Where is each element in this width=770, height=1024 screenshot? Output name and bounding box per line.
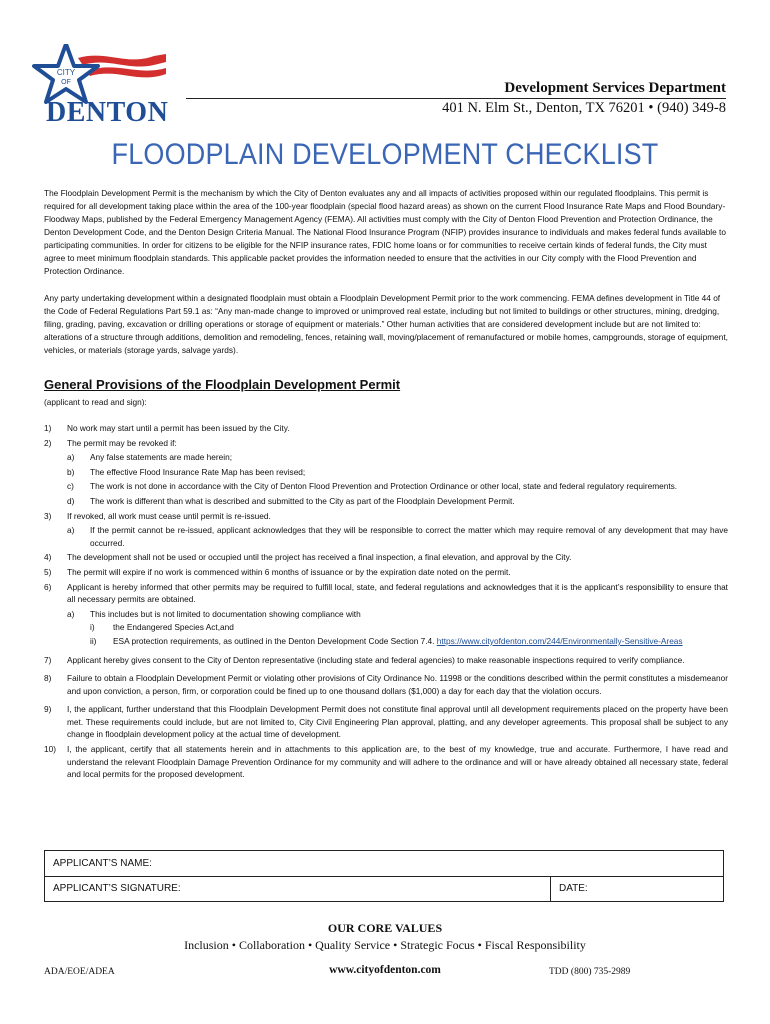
list-subitem: a) If the permit cannot be re-issued, applicant acknowledges that they will be responsible to correct the matter which may require removal of any development that may have occurred. [67, 525, 728, 548]
department-address: 401 N. Elm St., Denton, TX 76201 • (940) 349-8 [442, 100, 726, 116]
item-number: 2) [44, 437, 52, 448]
item-number: 1) [44, 423, 52, 433]
logo-city-text: CITY [56, 68, 76, 77]
applicant-name-field[interactable] [45, 851, 723, 877]
list-item [44, 422, 728, 435]
date-field[interactable] [550, 876, 724, 901]
item-text: The permit may be revoked if: [67, 437, 177, 448]
list-subitem: a) This includes but is not limited to documentation showing compliance with i) the Endangered Species Act,and ii) ESA protection requirements, as outlined in the Denton Development Code Section 7.4. https://www.cityofdenton.com/244/Environmentally-Sensitive-Areas [67, 608, 728, 648]
list-item: 9) I, the applicant, further understand that this Floodplain Development Permit does not constitute final approval until all development requirements placed on the property have been met. These requirements could include, but are not limited to, City Civil Engineering Plan approval, platting, and any developer agreements. This proposal shall be subject to any change in floodplain development policy at the actual time of development. [44, 704, 728, 740]
list-subitem: c) The work is not done in accordance with the City of Denton Flood Prevention and Protection Ordinance or other local, state and federal regulatory requirements. [67, 481, 678, 492]
list-item: 4) The development shall not be used or occupied until the project has received a final inspection, a final elevation, and approval by the City. [44, 552, 572, 563]
list-item: 6) Applicant is hereby informed that other permits may be required to fulfill local, state, and federal regulations and acknowledges that it is the applicant’s responsibility to ensure that all necessary permits are obtained. a) This includes but is not limited to documentation showing compliance with i) the Endangered Species Act,and ii) ESA protection requirements, as outlined in the Denton Development Code Section 7.4. https://www.cityofdenton.com/244/Environmentally-Sensitive-Areas [44, 581, 728, 646]
core-values-list: Inclusion • Collaboration • Quality Service • Strategic Focus • Fiscal Responsibility [184, 938, 586, 952]
date-label: DATE: [559, 883, 588, 894]
list-item: 5) The permit will expire if no work is commenced within 6 months of issuance or by the expiration date noted on the permit. [44, 566, 511, 577]
list-subitem: b) The effective Flood Insurance Rate Map has been revised; [67, 466, 306, 477]
list-item: 8) Failure to obtain a Floodplain Development Permit or violating other provisions of City Ordinance No. 11998 or the conditions described within the permit constitutes a misdemeanor and upon conviction, a person, firm, or corporation could be fined up to one thousand dollars ($1,000) a day for each day that the violation occurs. [44, 673, 728, 696]
list-item: 3) If revoked, all work must cease until permit is re-issued. a) If the permit cannot be re-issued, applicant acknowledges that they will be responsible to correct the matter which may require removal of any development that may have occurred. [44, 510, 728, 548]
core-values-title: OUR CORE VALUES [327, 921, 443, 935]
footer-website-link[interactable]: www.cityofdenton.com [329, 964, 441, 976]
environmentally-sensitive-areas-link[interactable]: https://www.cityofdenton.com/244/Environmentally-Sensitive-Areas [436, 635, 683, 646]
list-subsubitem: ii) ESA protection requirements, as outlined in the Denton Development Code Section 7.4. https://www.cityofdenton.com/244/Environmentally-Sensitive-Areas [90, 635, 683, 646]
page-title: FLOODPLAIN DEVELOPMENT CHECKLIST [111, 138, 659, 171]
footer-tdd: TDD (800) 735-2989 [549, 967, 631, 977]
applicant-name-label: APPLICANT’S NAME: [53, 858, 152, 869]
section-title: General Provisions of the Floodplain Development Permit [44, 377, 401, 392]
list-item: 10) I, the applicant, certify that all statements herein and in attachments to this application are, to the best of my knowledge, true and accurate. Furthermore, I have read and understand the relevant Floodplain Damage Prevention Ordinance for my community and will adhere to the ordinance and will or have already obtained all necessary state, federal and local permits for the proposed development. [44, 744, 728, 780]
intro-text-1: The Floodplain Development Permit is the mechanism by which the City of Denton evaluates any and all impacts of activities proposed within our regulated floodplains. This permit is required for all development taking place within the area of the 100-year floodplain (special flood hazard areas) as shown on the current Flood Insurance Rate Maps and Flood Boundary-Floodway Maps, published by the Federal Emergency Management Agency (FEMA). All activities must comply with the City of Denton Flood Prevention and Protection Ordinance, the Denton Development Code, and the Denton Design Criteria Manual. The National Flood Insurance Program (NFIP) provides insurance to individuals and makes federal funds available to participating communities. In order for citizens to be eligible for the NFIP insurance rates, FDIC home loans or for communities to receive certain kinds of federal funds, the City must agree to meet minimum floodplain standards. This applicable packet provides the information needed to ensure that the activities in our City comply with the Flood Prevention and Protection Ordinance. [44, 188, 726, 276]
applicant-signature-box [44, 850, 724, 902]
list-item: 7) Applicant hereby gives consent to the City of Denton representative (including state and federal agencies) to make reasonable inspections required to verify compliance. [44, 654, 685, 665]
footer-ada: ADA/EOE/ADEA [44, 967, 115, 977]
list-item [44, 437, 728, 508]
applicant-signature-field[interactable] [45, 876, 723, 901]
intro-paragraph-1 [44, 187, 728, 278]
intro-text-2: Any party undertaking development within a designated floodplain must obtain a Floodplain Development Permit prior to the work commencing. FEMA defines development in Title 44 of the Code of Federal Regulations Part 59.1 as: “Any man-made change to improved or unimproved real estate, including but not limited to buildings or other structures, mining, dredging, filing, grading, paving, excavation or drilling operations or storage of equipment or materials.” Other human activities that are considered development include but are not limited to: alterations of a structure through additions, demolition and remodeling, fences, retaining wall, moving/placement of remanufactured or mobile homes, campgrounds, storage of equipment, vehicles, or materials (storage yards, salvage yards). [44, 293, 728, 355]
list-subitem: a) Any false statements are made herein; [67, 452, 233, 463]
provisions-list [44, 422, 728, 783]
intro-paragraph-2 [44, 292, 728, 357]
svg-text:OF: OF [61, 79, 71, 86]
list-subitem: d) The work is different than what is described and submitted to the City as part of the Floodplain Development Permit. [67, 495, 515, 506]
section-subtitle: (applicant to read and sign): [44, 397, 147, 407]
header-divider [186, 98, 726, 99]
applicant-signature-label: APPLICANT’S SIGNATURE: [53, 883, 181, 894]
logo-wordmark: DENTON [46, 97, 169, 128]
page-header [0, 0, 770, 130]
list-subsubitem: i) the Endangered Species Act,and [90, 622, 234, 633]
item-text: No work may start until a permit has been issued by the City. [67, 423, 290, 433]
department-name: Development Services Department [504, 80, 726, 96]
